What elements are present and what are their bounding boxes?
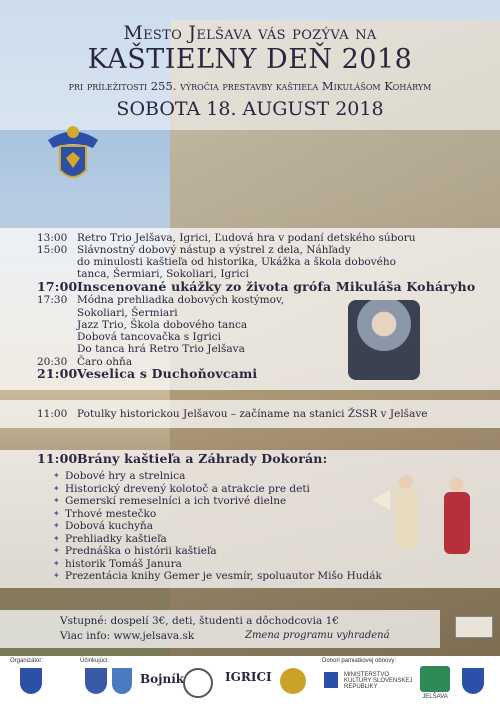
schedule-text: Slávnostný dobový nástup a výstrel z dela, Náhľady [77, 244, 351, 256]
schedule-text: Dobová tancovačka s Igrici [77, 331, 222, 343]
gates-list-item: ✦ Gemerskí remeselníci a ich tvorivé dielne [65, 495, 286, 507]
schedule-time: 17:30 [37, 294, 68, 306]
seal-logo-icon [280, 668, 306, 694]
tour-time: 11:00 [37, 408, 68, 420]
gates-list-item: ✦ Dobová kuchyňa [65, 520, 153, 532]
jelsava-logo-label: JELŠAVA [422, 694, 448, 700]
schedule-text: Retro Trio Jelšava, Igrici, Ľudová hra v podaní detského súboru [77, 232, 416, 244]
schedule-time: 21:00 [37, 366, 78, 381]
donor-label: Donori pamiatkovej obnovy: [322, 658, 397, 664]
participants-label: Účinkujúci: [80, 658, 110, 664]
sponsor-logos-bar [0, 656, 500, 707]
schedule-text: Inscenované ukážky zo života grófa Mikuláša Koháryho [77, 279, 476, 294]
participant-crest-2-icon [112, 668, 132, 694]
portrait-image [348, 300, 420, 380]
info-link[interactable]: Viac info: www.jelsava.sk [60, 630, 195, 642]
participant-crest-icon [85, 668, 107, 694]
gates-list-item: ✦ Dobové hry a strelnica [65, 470, 185, 482]
schedule-time: 17:00 [37, 279, 78, 294]
schedule-text: Módna prehliadka dobových kostýmov, [77, 294, 284, 306]
schedule-row [37, 319, 247, 331]
tour-row [37, 408, 427, 420]
schedule-row [37, 294, 284, 306]
event-date: SOBOTA 18. AUGUST 2018 [116, 98, 384, 120]
schedule-row [37, 281, 475, 293]
subtitle: pri príležitosti 255. výročia prestavby kaštieľa Mikulášom Kohárym [68, 79, 432, 93]
schedule-row [37, 232, 415, 244]
schedule-row [37, 343, 245, 355]
header-band [0, 0, 500, 130]
schedule-row [37, 368, 257, 380]
igrici-logo: IGRICI [225, 670, 272, 684]
schedule-time: 13:00 [37, 232, 68, 244]
organizer-crest-icon [20, 668, 42, 694]
jelsava-logo-icon [420, 666, 450, 692]
schedule-text: Jazz Trio, Škola dobového tanca [77, 319, 248, 331]
circle-logo-icon [183, 668, 213, 698]
tour-text: Potulky historickou Jelšavou – začíname na stanici ŽSSR v Jelšave [77, 408, 428, 420]
schedule-text: Sokoliari, Šermiari [77, 307, 178, 319]
gates-list-item: ✦ Trhové mestečko [65, 508, 156, 520]
tour-panel [0, 400, 500, 428]
schedule-text: Do tanca hrá Retro Trio Jelšava [77, 343, 245, 355]
jelsava-crest-icon [462, 668, 484, 694]
schedule-panel [0, 228, 500, 390]
gates-time: 11:00 [37, 451, 78, 466]
coat-of-arms-icon [38, 118, 108, 188]
schedule-text: do minulosti kaštieľa od historika, Ukážka a škola dobového [77, 256, 396, 268]
gates-list-item: ✦ Prednáška o histórii kaštieľa [65, 545, 217, 557]
gates-title: Brány kaštieľa a Záhrady Dokorán: [77, 451, 328, 466]
schedule-text: tanca, Šermiari, Sokoliari, Igrici [77, 268, 249, 280]
badge-logo-icon [455, 616, 493, 638]
slovak-crest-icon [324, 672, 338, 688]
ministry-logo: MINISTERSTVO KULTÚRY SLOVENSKEJ REPUBLIKY [344, 672, 413, 690]
gates-list-item: ✦ historik Tomáš Janura [65, 558, 182, 570]
schedule-row [37, 256, 396, 268]
gates-list-item: ✦ Prehliadky kaštieľa [65, 533, 167, 545]
schedule-time: 20:30 [37, 356, 68, 368]
ticket-panel [0, 610, 440, 648]
gates-list-item: ✦ Historický drevený kolotoč a atrakcie pre deti [65, 483, 310, 495]
gates-list-item: ✦ Prezentácia knihy Gemer je vesmír, spoluautor Mišo Hudák [65, 570, 382, 582]
title-line-2: KAŠTIEĽNY DEŇ 2018 [87, 44, 413, 75]
costumed-dancers-image [372, 470, 490, 574]
schedule-row [37, 307, 178, 319]
schedule-text: Čaro ohňa [77, 356, 133, 368]
schedule-time: 15:00 [37, 244, 68, 256]
program-note: Zmena programu vyhradená [245, 630, 390, 641]
gates-heading [37, 453, 327, 465]
bojnik-logo: Bojník [140, 672, 185, 686]
schedule-row [37, 331, 221, 343]
organizer-label: Organizátor: [10, 658, 44, 664]
admission-text: Vstupné: dospelí 3€, deti, študenti a dôchodcovia 1€ [60, 615, 339, 627]
schedule-row [37, 244, 351, 256]
schedule-text: Veselica s Duchoňovcami [77, 366, 258, 381]
title-line-1: Mesto Jelšava vás pozýva na [123, 22, 377, 44]
